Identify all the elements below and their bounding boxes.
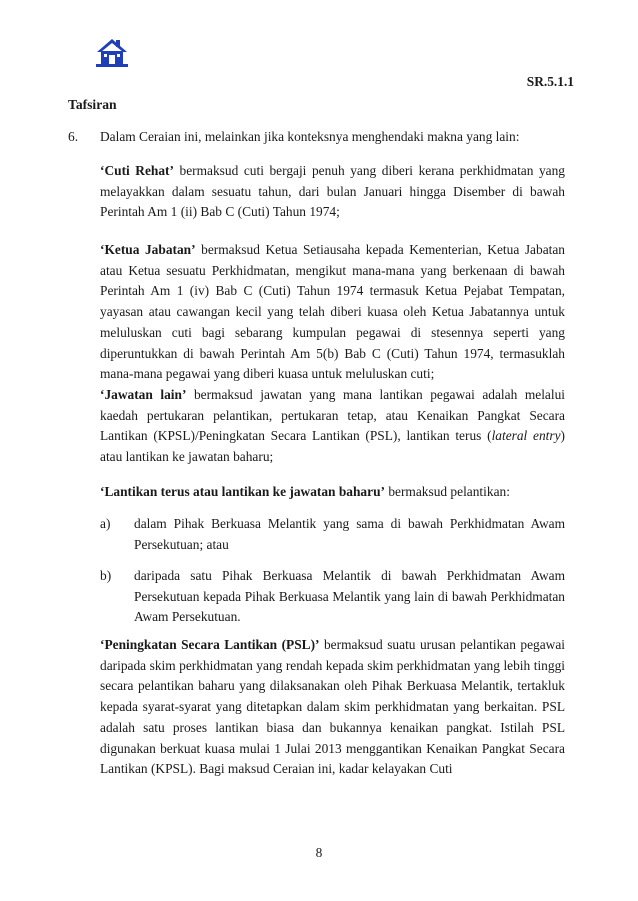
definition-text: bermaksud jawatan yang mana lantikan pegawai adalah melalui kaedah pertukaran pelantikan, pertukaran tetap, atau Kenaikan Pangkat Secara Lantikan (KPSL)/Peningkatan Secara Lantikan (PSL), lantikan terus ( xyxy=(100,387,565,444)
definition-text: bermaksud suatu urusan pelantikan pegawai daripada skim perkhidmatan yang rendah kepada skim perkhidmatan yang lebih tinggi secara pelantikan baharu yang dilaksanakan oleh Pihak Berkuasa Melantik, tertakluk kepada syarat-syarat yang ditetapkan dalam skim perkhidmatan yang berkaitan. PSL adalah satu proses lantikan biasa dan bukannya kenaikan pangkat. Istilah PSL digunakan berkuat kuasa mulai 1 Julai 2013 menggantikan Kenaikan Pangkat Secara Lantikan (KPSL). Bagi maksud Ceraian ini, kadar kelayakan Cuti xyxy=(100,637,565,777)
definition-italic: lateral entry xyxy=(491,428,561,444)
house-logo-icon xyxy=(96,38,128,68)
term-lantikan-terus: ‘Lantikan terus atau lantikan ke jawatan baharu’ xyxy=(100,484,385,499)
definition-text: bermaksud Ketua Setiausaha kepada Kementerian, Ketua Jabatan atau Ketua sesuatu Perkhidmatan, mengikut mana-mana yang berkenaan di bawah Perintah Am 1 (iv) Bab C (Cuti) Tahun 1974 termasuk Ketua Pejabat Tempatan, yayasan atau cawangan kecil yang telah diberi kuasa oleh Ketua Jabatannya untuk meluluskan cuti bagi sebarang kumpulan pegawai di stesennya seperti yang diperuntukkan di bawah Perintah Am 5(b) Bab C (Cuti) Tahun 1974, termasuklah mana-mana pegawai yang diberi kuasa untuk meluluskan cuti; xyxy=(100,242,565,382)
page-number: 8 xyxy=(315,845,323,860)
term-psl: ‘Peningkatan Secara Lantikan (PSL)’ xyxy=(100,637,320,652)
definition-text: ) atau lantikan ke jawatan baharu; xyxy=(100,428,565,465)
list-item-label: a) xyxy=(100,516,111,531)
document-reference: SR.5.1.1 xyxy=(526,74,574,89)
definition-psl xyxy=(100,635,565,780)
paragraph-intro: Dalam Ceraian ini, melainkan jika konteksnya menghendaki makna yang lain: xyxy=(100,129,520,144)
definition-text: bermaksud pelantikan: xyxy=(384,484,510,499)
definition-cuti-rehat xyxy=(100,161,565,223)
list-item-text: dalam Pihak Berkuasa Melantik yang sama di bawah Perkhidmatan Awam Persekutuan; atau xyxy=(134,516,565,552)
term-jawatan-lain: ‘Jawatan lain’ xyxy=(100,387,187,402)
paragraph-number: 6. xyxy=(68,129,79,144)
definition-lantikan-terus xyxy=(100,482,565,503)
term-ketua-jabatan: ‘Ketua Jabatan’ xyxy=(100,242,196,257)
list-item-text: daripada satu Pihak Berkuasa Melantik di bawah Perkhidmatan Awam Persekutuan kepada Pihak Berkuasa Melantik yang lain di bawah Perkhidmatan Awam Persekutuan. xyxy=(134,568,565,625)
list-item-label: b) xyxy=(100,568,112,583)
definition-text: bermaksud cuti bergaji penuh yang diberi kerana perkhidmatan yang melayakkan dalam sesuatu tahun, dari bulan Januari hingga Disember di bawah Perintah Am 1 (ii) Bab C (Cuti) Tahun 1974; xyxy=(100,163,566,220)
section-heading: Tafsiran xyxy=(68,97,117,112)
term-cuti-rehat: ‘Cuti Rehat’ xyxy=(100,163,174,178)
definition-jawatan-lain xyxy=(100,385,565,468)
definition-ketua-jabatan xyxy=(100,240,565,385)
